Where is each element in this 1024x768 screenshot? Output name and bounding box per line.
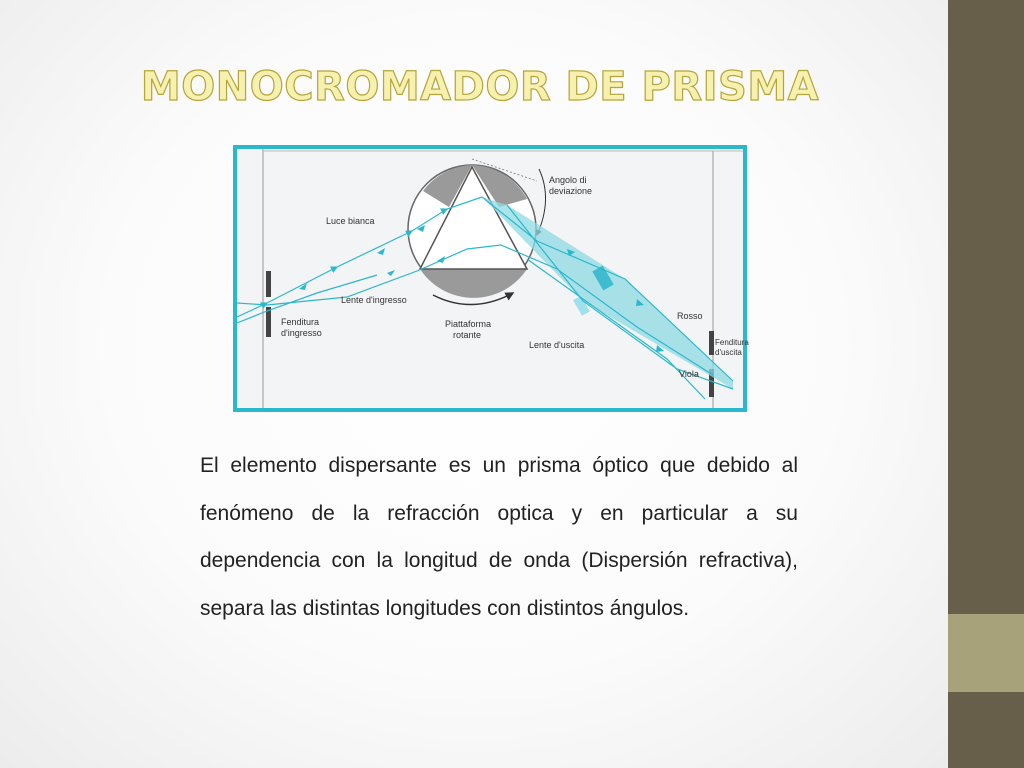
label-fenditura-uscita-2: d'uscita [715, 348, 742, 357]
label-lente-ingresso: Lente d'ingresso [341, 295, 407, 305]
entrance-slit-upper [266, 271, 271, 297]
label-lente-uscita: Lente d'uscita [529, 340, 585, 350]
label-rosso: Rosso [677, 311, 703, 321]
exit-slit-upper [709, 331, 714, 355]
slide-body-text: El elemento dispersante es un prisma óptico que debido al fenómeno de la refracción optica y en particular a su dependencia con la longitud de onda (Dispersión refractiva), separa las distintas longitudes con distintos ángulos. [200, 454, 798, 620]
label-fenditura-ingresso-2: d'ingresso [281, 328, 322, 338]
sidebar-bar-accent [948, 614, 1024, 692]
diagram-svg [237, 149, 749, 408]
dispersed-beam [482, 197, 733, 389]
label-piattaforma-2: rotante [453, 330, 482, 340]
label-piattaforma-1: Piattaforma [445, 319, 492, 329]
label-viola: Viola [679, 369, 699, 379]
label-angolo-1: Angolo di [549, 175, 587, 185]
label-fenditura-ingresso-1: Fenditura [281, 317, 320, 327]
sidebar-bar-top [948, 0, 1024, 614]
slide-title: MONOCROMADOR DE PRISMA [140, 64, 820, 110]
label-luce-bianca: Luce bianca [326, 216, 375, 226]
sidebar-bar-bottom [948, 692, 1024, 768]
label-fenditura-uscita-1: Fenditura [715, 338, 749, 347]
prism-monochromator-diagram [233, 145, 747, 412]
label-angolo-2: deviazione [549, 186, 593, 196]
